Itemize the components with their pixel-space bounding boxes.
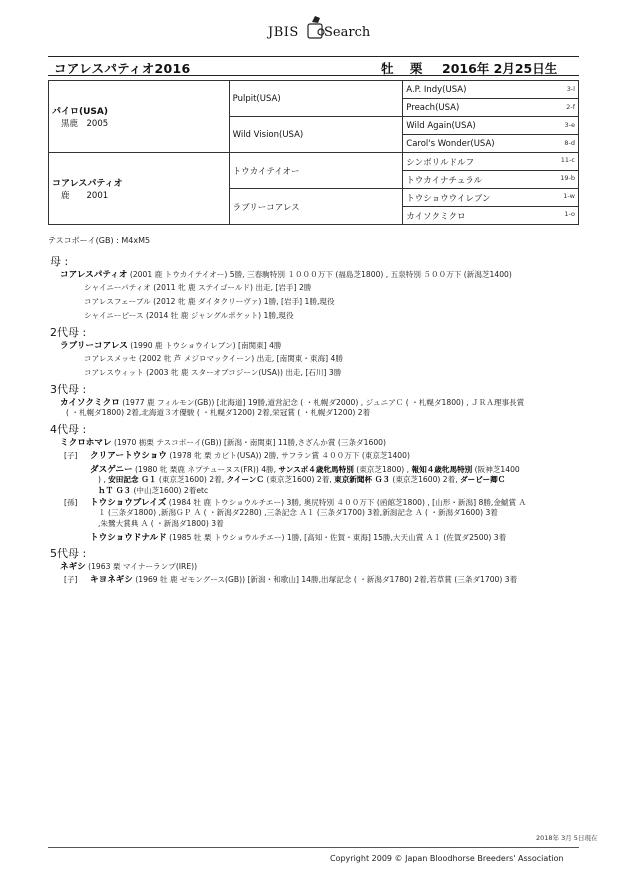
- record-text: (1978 牝 栗 カビト(USA)) 2勝, サフラン賞 ４００万下 (東京芝1400): [169, 451, 410, 460]
- record-text: (阪神芝1400: [472, 465, 520, 474]
- horse-link[interactable]: ミクロホマレ: [60, 438, 112, 448]
- record-text: (1984 牡 鹿 トウショウルチエー) 3勝, 奥尻特別 ４００万下 (函館芝1800) , [山形・新潟] 8勝,金鯱賞 Ａ: [168, 498, 527, 507]
- pedigree-dam[interactable]: [49, 153, 230, 225]
- pedigree-g3-cell[interactable]: [403, 207, 579, 225]
- pedigree-g3-cell[interactable]: [403, 81, 579, 99]
- family-code: 19-b: [560, 173, 575, 182]
- section-5th-dam-heading: 5代母 :: [50, 547, 87, 560]
- horse-link[interactable]: ダスゲニー: [90, 465, 133, 475]
- family-code: 3-l: [566, 84, 575, 93]
- pedigree-table: [48, 80, 579, 225]
- footer-divider: [48, 847, 579, 848]
- family-code: 8-d: [564, 138, 575, 147]
- horse-birthdate: 2016年 2月25日生: [442, 61, 558, 76]
- horse-link[interactable]: ネギシ: [60, 562, 86, 572]
- pedigree-sire[interactable]: [49, 81, 230, 153]
- horse-link[interactable]: ラブリーコアレス: [60, 341, 128, 351]
- section-4th-dam-heading: 4代母 :: [50, 423, 87, 436]
- race-name: 報知４歳牝馬特別: [411, 465, 473, 474]
- horse-link[interactable]: クリアートウショウ: [90, 451, 167, 461]
- ancestor-name[interactable]: トウカイナチュラル: [406, 175, 483, 186]
- pedigree-g3-cell[interactable]: [403, 99, 579, 117]
- family-line-cont: １ (三条ダ1800) ,新潟ＧＰ Ａ ( ・新潟ダ2280) ,三条記念 Ａ１ (三条ダ1700) 3着,新潟記念 Ａ ( ・新潟ダ1600) 3着: [98, 508, 498, 517]
- family-line-cont: ,朱鷺大賞典 Ａ ( ・新潟ダ1800) 3着: [98, 519, 224, 528]
- race-name: 東京新聞杯 Ｇ３: [334, 475, 390, 484]
- sire-name[interactable]: パイロ(USA): [52, 107, 108, 117]
- horse-link[interactable]: コアレスパティオ: [60, 270, 128, 280]
- relation-tag: [子]: [64, 575, 78, 584]
- family-line[interactable]: コアレスフェーブル (2012 牝 鹿 ダイタクリーヴァ) 1勝, [岩手] 1勝,現役: [84, 297, 335, 306]
- logo-text: JBIS: [268, 25, 299, 40]
- race-name: 安田記念 Ｇ１: [108, 475, 157, 484]
- race-name: クイーンＣ: [226, 475, 264, 484]
- family-line: [60, 560, 197, 572]
- pedigree-dam-dam[interactable]: ラブリーコアレス: [229, 189, 403, 225]
- pedigree-g3-cell[interactable]: [403, 135, 579, 153]
- record-text: (東京芝1800) ,: [353, 465, 412, 474]
- horse-title-row: [48, 56, 579, 76]
- relation-tag: [孫]: [64, 498, 78, 507]
- ancestor-name[interactable]: カイソクミクロ: [406, 211, 466, 222]
- race-name: ダービー卿Ｃ: [460, 475, 506, 484]
- record-text: (1985 牡 栗 トウショウルチエー) 1勝, [高知・佐賀・東海] 15勝,大天山賞 Ａ１ (佐賀ダ2500) 3着: [169, 533, 507, 542]
- horse-icon: [306, 14, 326, 40]
- family-line[interactable]: コアレスメッセ (2002 牝 芦 メジロマックイーン) 出走, [南関東・東海] 4勝: [84, 354, 343, 363]
- family-code: 3-e: [564, 120, 575, 129]
- family-line: [60, 339, 282, 351]
- pedigree-g3-cell[interactable]: [403, 117, 579, 135]
- family-line[interactable]: コアレスウィット (2003 牝 鹿 スターオブコジーン(USA)) 出走, [石川] 3勝: [84, 368, 342, 377]
- family-line-cont: [98, 474, 505, 485]
- record-text: (東京芝1600) 2着,: [389, 475, 461, 484]
- section-3rd-dam-heading: 3代母 :: [50, 383, 87, 396]
- pedigree-g3-cell[interactable]: [403, 153, 579, 171]
- family-line: [60, 436, 386, 448]
- inbreeding-note: テスコボーイ(GB) : M4xM5: [48, 236, 151, 245]
- dam-name[interactable]: コアレスパティオ: [52, 179, 123, 189]
- record-text: (東京芝1600) 2着,: [156, 475, 227, 484]
- record-text: (東京芝1600) 2着,: [264, 475, 335, 484]
- record-text: (2001 鹿 トウカイテイオー) 5勝, 三春駒特別 １０００万下 (福島芝1800) , 五泉特別 ５００万下 (新潟芝1400): [129, 270, 512, 279]
- record-text: (1977 鹿 フィルモン(GB)) [北海道] 19勝,道営記念 ( ・札幌ダ2000) , ジュニアＣ ( ・札幌ダ1800) , ＪＲＡ理事長賞: [122, 398, 525, 407]
- family-code: 2-f: [566, 102, 575, 111]
- ancestor-name[interactable]: Wild Again(USA): [406, 120, 476, 131]
- record-text: ) ,: [98, 475, 109, 484]
- family-line[interactable]: シャイニーピース (2014 牡 鹿 ジャングルポケット) 1勝,現役: [84, 311, 294, 320]
- ancestor-name[interactable]: トウショウウイレブン: [406, 193, 491, 204]
- ancestor-name[interactable]: シンボリルドルフ: [406, 157, 475, 168]
- family-line: [90, 449, 410, 461]
- section-2nd-dam-heading: 2代母 :: [50, 326, 87, 339]
- record-text: (1970 栃栗 テスコボーイ(GB)) [新潟・南関東] 11勝,さざんか賞 (三条ダ1600): [114, 438, 386, 447]
- logo-search-text: Search: [324, 25, 371, 40]
- horse-link[interactable]: カイソクミクロ: [60, 398, 120, 408]
- family-line: [90, 573, 517, 585]
- sire-info: 黒鹿 2005: [61, 119, 109, 129]
- horse-name: コアレスパティオ2016: [54, 61, 191, 76]
- race-name: サンスポ４歳牝馬特別: [278, 465, 354, 474]
- family-line: [60, 268, 512, 280]
- ancestor-name[interactable]: Carol's Wonder(USA): [406, 138, 495, 149]
- family-code: 1-o: [564, 209, 575, 218]
- horse-link[interactable]: キヨネギシ: [90, 575, 133, 585]
- pedigree-sire-sire[interactable]: Pulpit(USA): [229, 81, 403, 117]
- family-code: 1-w: [563, 191, 575, 200]
- pedigree-dam-sire[interactable]: トウカイテイオー: [229, 153, 403, 189]
- horse-link[interactable]: トウショウブレイズ: [90, 498, 167, 508]
- family-line[interactable]: シャイニーパティオ (2011 牝 鹿 ステイゴールド) 出走, [岩手] 2勝: [84, 283, 312, 292]
- jbis-logo[interactable]: [268, 14, 378, 42]
- ancestor-name[interactable]: Preach(USA): [406, 102, 460, 113]
- record-text: (1969 牡 鹿 ゼモングース(GB)) [新潟・和歌山] 14勝,出塚記念 ( ・新潟ダ1780) 2着,若草賞 (三条ダ1700) 3着: [135, 575, 518, 584]
- record-text: (1990 鹿 トウショウイレブン) [南関東] 4勝: [130, 341, 282, 350]
- section-dam-heading: 母 :: [50, 255, 69, 268]
- record-text: (1980 牝 栗鹿 ネプテューヌス(FR)) 4勝,: [135, 465, 279, 474]
- pedigree-sire-dam[interactable]: Wild Vision(USA): [229, 117, 403, 153]
- record-text: (1963 栗 マイナーランプ(IRE)): [88, 562, 198, 571]
- dam-info: 鹿 2001: [61, 191, 109, 201]
- family-code: 11-c: [560, 155, 575, 164]
- race-name: ｈＴ Ｇ３: [98, 486, 132, 495]
- copyright-text: Copyright 2009 © Japan Bloodhorse Breeders' Association: [330, 854, 564, 863]
- horse-sex-color: 牡 栗: [381, 61, 429, 76]
- pedigree-g3-cell[interactable]: [403, 189, 579, 207]
- ancestor-name[interactable]: A.P. Indy(USA): [406, 84, 467, 95]
- horse-link[interactable]: トウショウドナルド: [90, 533, 167, 543]
- family-line-cont: [98, 485, 208, 496]
- pedigree-g3-cell[interactable]: [403, 171, 579, 189]
- as-of-date: 2018年 3月 5日現在: [536, 834, 598, 842]
- family-line-cont: ( ・札幌ダ1800) 2着,北海道３才優駿 ( ・札幌ダ1200) 2着,栄冠賞 ( ・札幌ダ1200) 2着: [66, 408, 371, 417]
- family-line: [90, 531, 506, 543]
- relation-tag: [子]: [64, 451, 78, 460]
- record-text: (中山芝1600) 2着etc: [131, 486, 209, 495]
